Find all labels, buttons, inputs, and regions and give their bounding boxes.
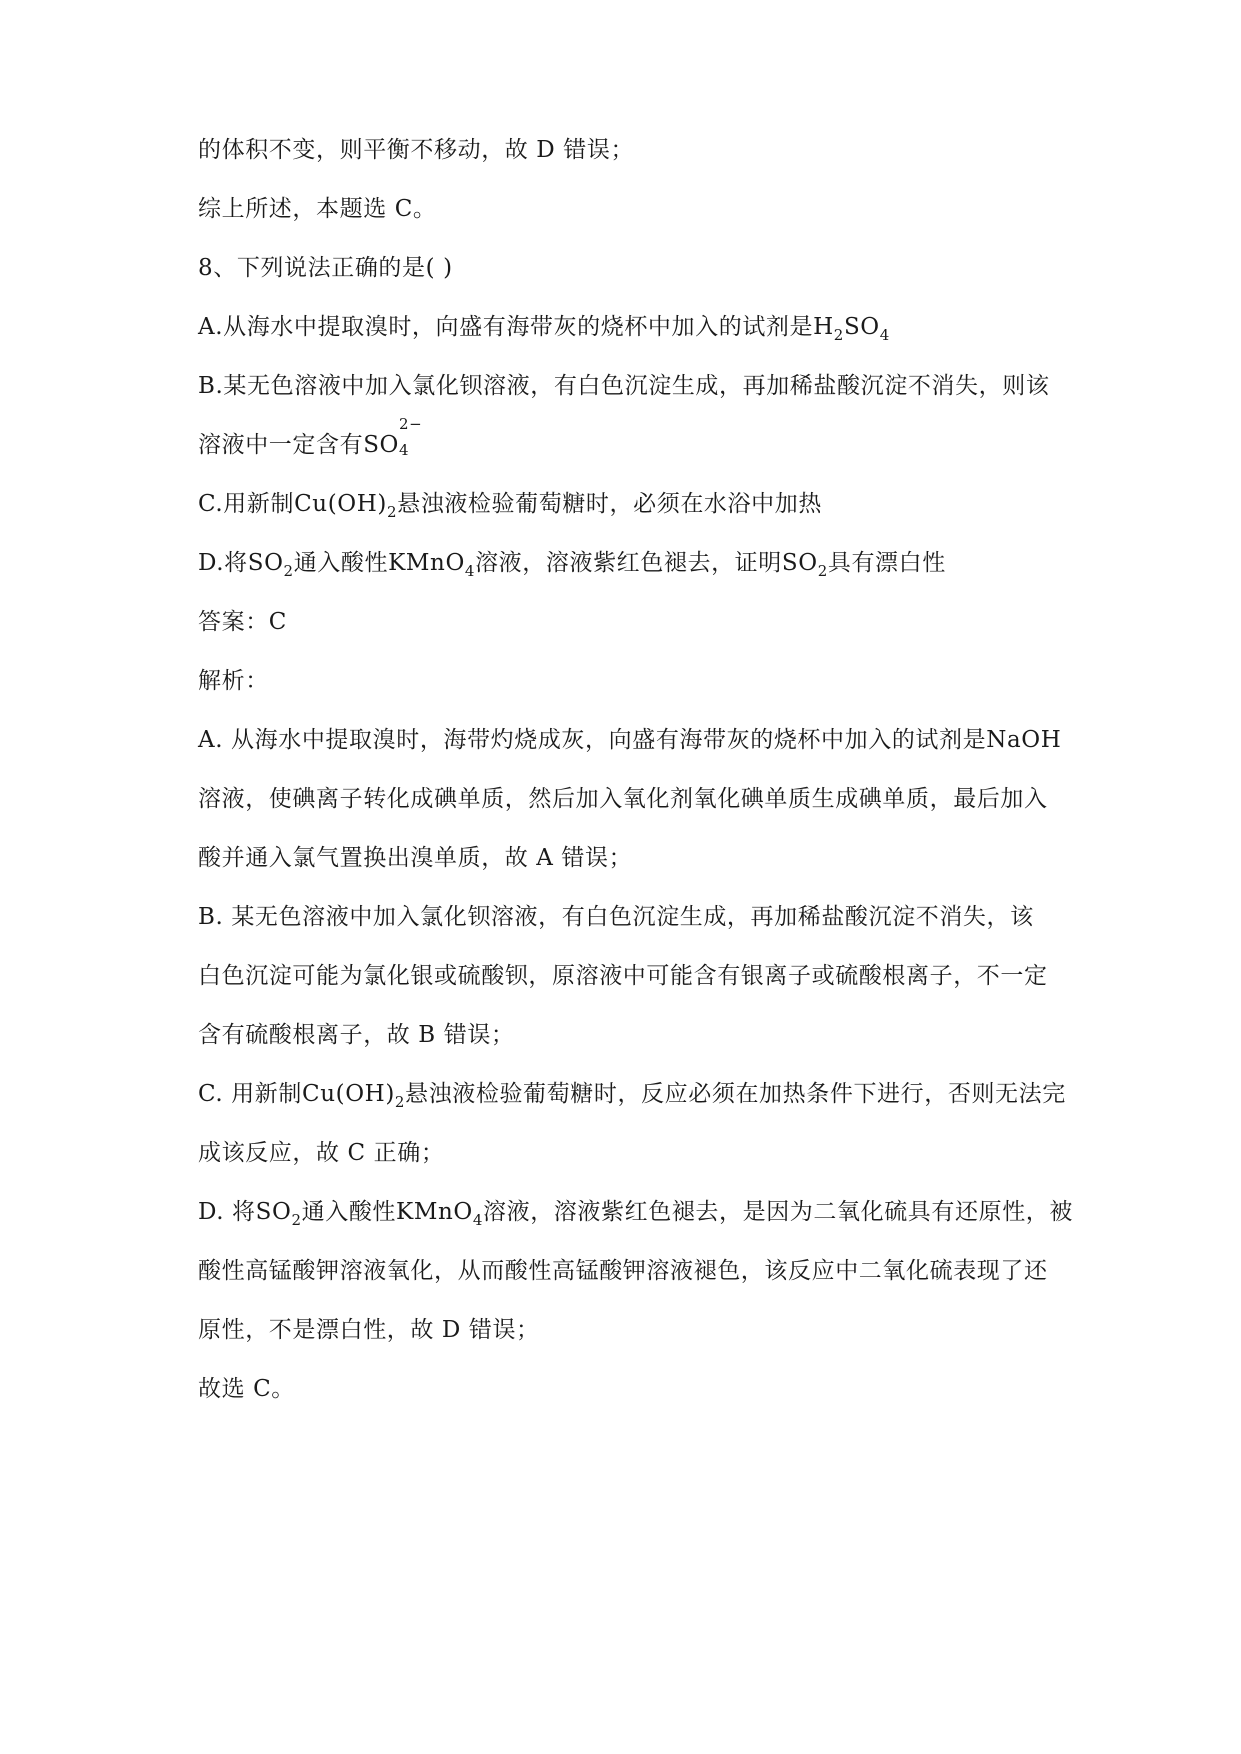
analysis-a-line-3: 酸并通入氯气置换出溴单质，故 A 错误； bbox=[198, 845, 633, 871]
text-line-2: 综上所述，本题选 C。 bbox=[198, 196, 437, 222]
analysis-d-line-2: 酸性高锰酸钾溶液氧化，从而酸性高锰酸钾溶液褪色，该反应中二氧化硫表现了还 bbox=[198, 1258, 1048, 1284]
analysis-b-line-3: 含有硫酸根离子，故 B 错误； bbox=[198, 1022, 515, 1048]
option-a bbox=[198, 311, 890, 343]
text-line-1: 的体积不变，则平衡不移动，故 D 错误； bbox=[198, 137, 635, 163]
formula-so2: $SO_2$ bbox=[247, 550, 294, 580]
answer-line: 答案：C bbox=[198, 609, 287, 635]
formula-cu-oh-2: $Cu(OH)_2$ bbox=[294, 491, 398, 521]
analysis-a-line-2: 溶液，使碘离子转化成碘单质，然后加入氧化剂氧化碘单质生成碘单质，最后加入 bbox=[198, 786, 1048, 812]
option-b-text: 溶液中一定含有 bbox=[198, 432, 364, 458]
analysis-b-line-1: B. 某无色溶液中加入氯化钡溶液，有白色沉淀生成，再加稀盐酸沉淀不消失，该 bbox=[198, 904, 1034, 930]
option-d: D.将$SO_2$通入酸性KMnO$_4$溶液，溶液紫红色褪去，证明$SO_2$具有漂白性 bbox=[198, 550, 946, 580]
analysis-b-line-2: 白色沉淀可能为氯化银或硫酸钡，原溶液中可能含有银离子或硫酸根离子，不一定 bbox=[198, 963, 1048, 989]
formula-cu-oh-2: $Cu(OH)_2$ bbox=[302, 1081, 406, 1111]
formula-kmno4: KMnO$_4$ bbox=[396, 1199, 483, 1229]
analysis-heading: 解析： bbox=[198, 668, 269, 694]
analysis-d-line-3: 原性，不是漂白性，故 D 错误； bbox=[198, 1317, 540, 1343]
analysis-a-line-1: A. 从海水中提取溴时，海带灼烧成灰，向盛有海带灰的烧杯中加入的试剂是NaOH bbox=[198, 727, 1062, 753]
option-b-line-2 bbox=[198, 415, 423, 461]
question-8-stem: 8、下列说法正确的是( ) bbox=[198, 255, 453, 281]
option-c: C.用新制$Cu(OH)_2$悬浊液检验葡萄糖时，必须在水浴中加热 bbox=[198, 491, 822, 521]
formula-h2so4: $H_2SO_4$ bbox=[813, 314, 890, 344]
formula-sulfate-ion: SO 2− 4 bbox=[363, 415, 423, 459]
option-b-line-1: B.某无色溶液中加入氯化钡溶液，有白色沉淀生成，再加稀盐酸沉淀不消失，则该 bbox=[198, 373, 1050, 399]
analysis-c-line-2: 成该反应，故 C 正确； bbox=[198, 1140, 445, 1166]
formula-so2: $SO_2$ bbox=[255, 1199, 302, 1229]
analysis-c-line-1: C. 用新制$Cu(OH)_2$悬浊液检验葡萄糖时，反应必须在加热条件下进行，否则无法完 bbox=[198, 1081, 1066, 1111]
formula-kmno4: KMnO$_4$ bbox=[388, 550, 476, 580]
formula-so2: $SO_2$ bbox=[781, 550, 828, 580]
option-a-text: A.从海水中提取溴时，向盛有海带灰的烧杯中加入的试剂是 bbox=[198, 314, 814, 340]
conclusion-line: 故选 C。 bbox=[198, 1376, 295, 1402]
analysis-d-line-1: D. 将$SO_2$通入酸性KMnO$_4$溶液，溶液紫红色褪去，是因为二氧化硫具有还原性，被 bbox=[198, 1199, 1073, 1229]
